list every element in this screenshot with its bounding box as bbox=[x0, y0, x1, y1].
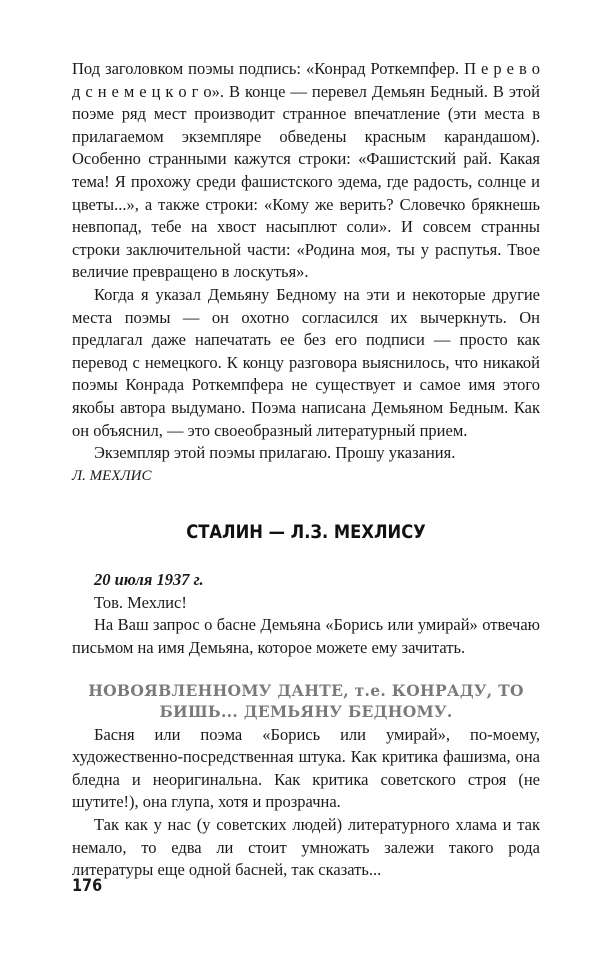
reply-heading: НОВОЯВЛЕННОМУ ДАНТЕ, т.е. КОНРАДУ, ТО БИШЬ... ДЕМЬЯНУ БЕДНОМУ. bbox=[88, 680, 524, 721]
page-content bbox=[72, 58, 540, 882]
greeting: Тов. Мехлис! bbox=[94, 592, 187, 612]
paragraph: Когда я указал Демьяну Бедному на эти и некоторые другие места поэмы — он охотно согласился их вычеркнуть. Он предлагал даже напечатать ее без его подписи — просто как перевод с немецкого. К концу разговора выяснилось, что никакой поэмы Конрада Роткемпфера не существует и самое имя этого якобы автора выдумано. Поэма написана Демьяном Бедным. Как он объяснил, — это своеобразный литературный прием. bbox=[72, 284, 540, 440]
section-heading: СТАЛИН — Л.З. МЕХЛИСУ bbox=[186, 521, 426, 544]
paragraph: Экземпляр этой поэмы прилагаю. Прошу указания. bbox=[94, 443, 456, 463]
signature: Л. МЕХЛИС bbox=[72, 467, 152, 484]
page-number: 176 bbox=[72, 876, 103, 896]
paragraph: Так как у нас (у советских людей) литературного хлама и так немало, то едва ли стоит умножать залежи такого рода литературы еще одной басней, так сказать... bbox=[72, 815, 540, 880]
letter-date: 20 июля 1937 г. bbox=[94, 570, 204, 590]
paragraph: Под заголовком поэмы подпись: «Конрад Роткемпфер. П е р е в о д с н е м е ц к о г о». В конце — перевел Демьян Бедный. В этой поэме ряд мест производит странное впечатление (эти места в прилагаемом экземпляре обведены красным карандашом). Особенно странными кажутся строки: «Фашистский рай. Какая тема! Я прохожу среди фашистского эдема, где радость, солнце и цветы...», а также строки: «Кому же верить? Словечко брякнешь невпопад, тебе на хвост насыплют соли». И совсем странны строки заключительной части: «Родина моя, ты у распутья. Твое величие превращено в лоскутья». bbox=[72, 59, 540, 282]
paragraph: На Ваш запрос о басне Демьяна «Борись или умирай» отвечаю письмом на имя Демьяна, которое можете ему зачитать. bbox=[72, 615, 540, 658]
paragraph: Басня или поэма «Борись или умирай», по-моему, художественно-посредственная штука. Как критика фашизма, она бледна и неоригинальна. Как критика советского строя (не шутите!), она глупа, хотя и прозрачна. bbox=[72, 724, 540, 812]
